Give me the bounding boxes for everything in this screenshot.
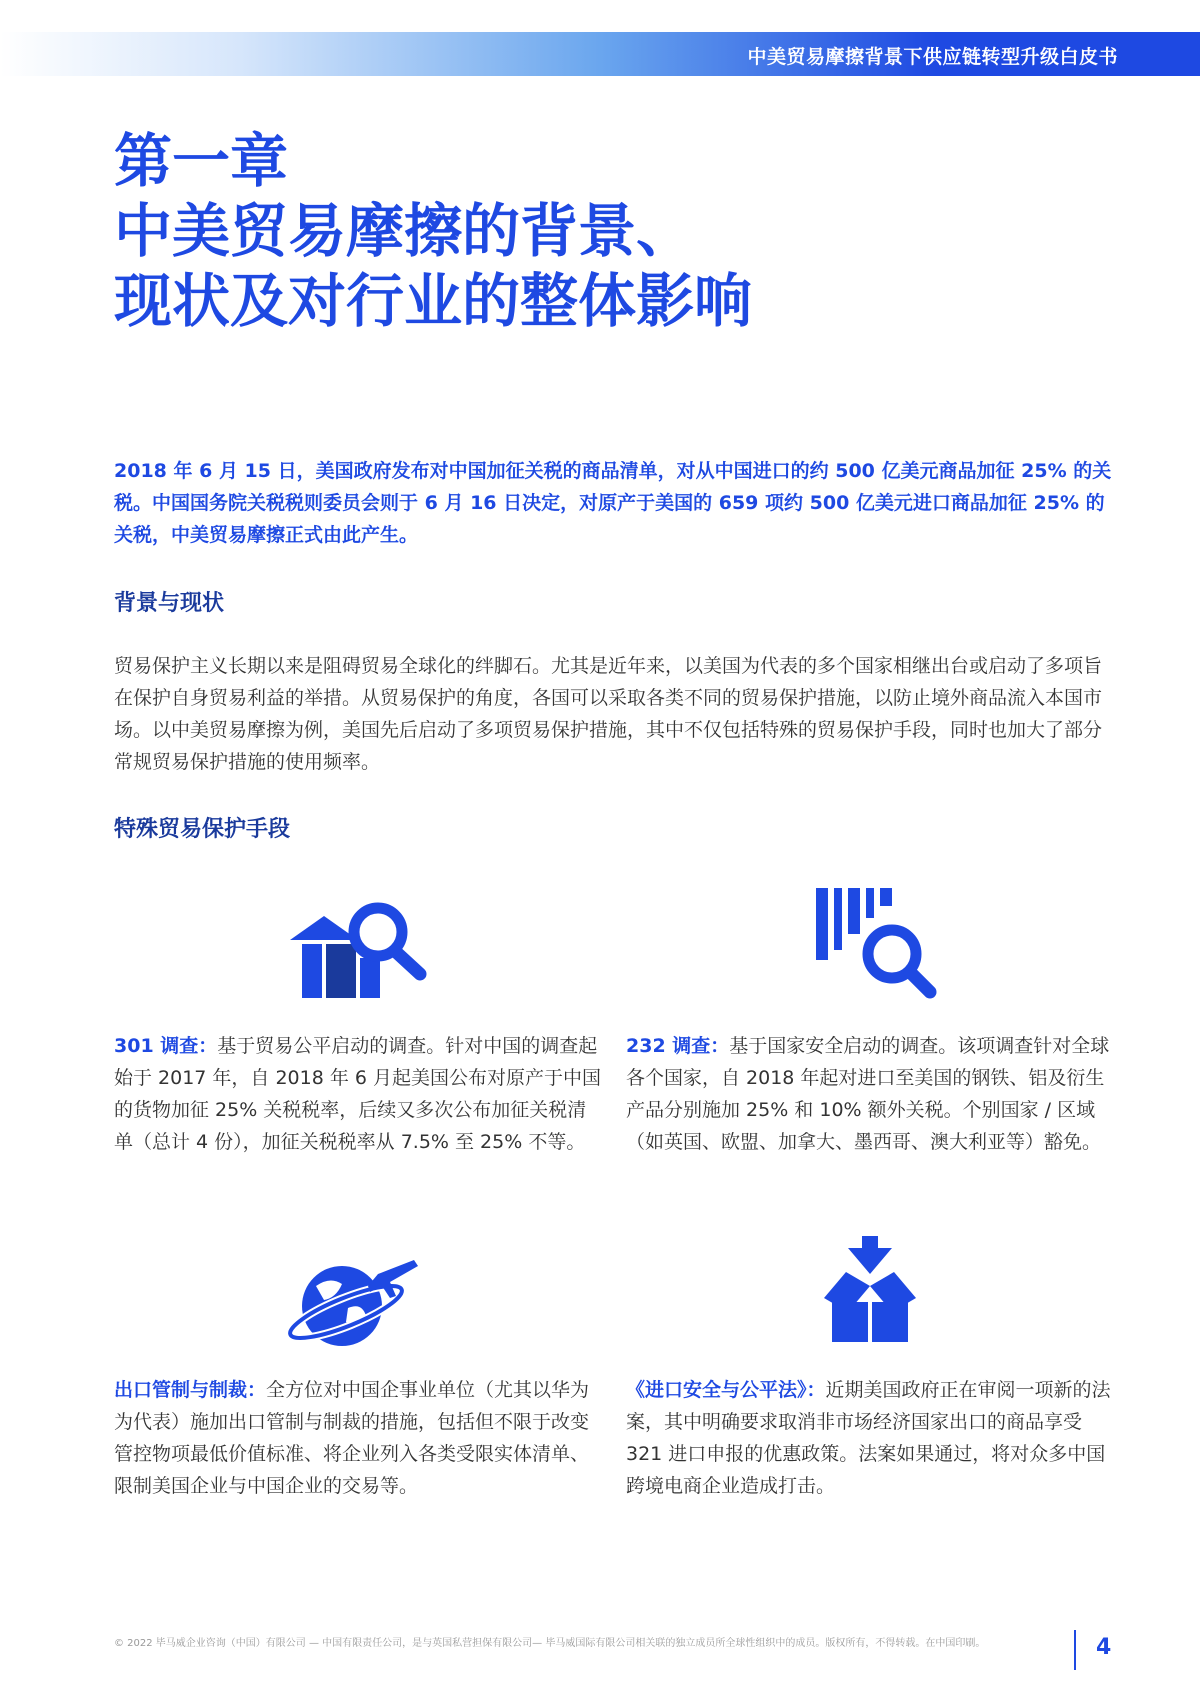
card-label: 《进口安全与公平法》： [626,1379,826,1401]
card-232-investigation [626,1030,1114,1158]
barcode-magnifier-icon [816,888,946,1008]
house-magnifier-icon [290,900,430,1000]
globe-airplane-icon [286,1252,422,1352]
card-export-control [114,1374,602,1502]
page-number: 4 [1096,1635,1112,1660]
footer-divider [1074,1630,1076,1670]
card-text: 基于国家安全启动的调查。该项调查针对全球各个国家，自 2018 年起对进口至美国的钢铁、铝及衍生产品分别施加 25% 和 10% 额外关税。个别国家 / 区域（如英国、欧盟、加拿大、墨西哥、澳大利亚等）豁免。 [626,1035,1110,1153]
header-banner [0,32,1200,76]
card-text: 近期美国政府正在审阅一项新的法案，其中明确要求取消非市场经济国家出口的商品享受 321 进口申报的优惠政策。法案如果通过，将对众多中国跨境电商企业造成打击。 [626,1379,1111,1497]
chapter-title [114,126,752,336]
background-heading: 背景与现状 [114,591,225,616]
card-301-investigation [114,1030,602,1158]
special-measures-heading: 特殊贸易保护手段 [114,817,291,842]
chapter-number: 第一章 [114,127,289,195]
report-title: 中美贸易摩擦背景下供应链转型升级白皮书 [747,46,1118,68]
card-import-security-act [626,1374,1114,1502]
package-arrow-icon [818,1236,922,1344]
card-text: 全方位对中国企事业单位（尤其以华为为代表）施加出口管制与制裁的措施，包括但不限于改变管控物项最低价值标准、将企业列入各类受限实体清单、限制美国企业与中国企业的交易等。 [114,1379,590,1497]
chapter-title-line-1: 中美贸易摩擦的背景、 [114,197,695,265]
card-label: 301 调查： [114,1035,218,1057]
background-paragraph: 贸易保护主义长期以来是阻碍贸易全球化的绊脚石。尤其是近年来，以美国为代表的多个国家相继出台或启动了多项旨在保护自身贸易利益的举措。从贸易保护的角度，各国可以采取各类不同的贸易保护措施，以防止境外商品流入本国市场。以中美贸易摩擦为例，美国先后启动了多项贸易保护措施，其中不仅包括特殊的贸易保护手段，同时也加大了部分常规贸易保护措施的使用频率。 [114,655,1103,773]
footer-legal-notice: © 2022 毕马威企业咨询（中国）有限公司 — 中国有限责任公司，是与英国私营担保有限公司— 毕马威国际有限公司相关联的独立成员所全球性组织中的成员。版权所有，不得转载。在中国印刷。 [114,1638,986,1649]
chapter-title-line-2: 现状及对行业的整体影响 [114,267,753,335]
intro-paragraph: 2018 年 6 月 15 日，美国政府发布对中国加征关税的商品清单，对从中国进口的约 500 亿美元商品加征 25% 的关税。中国国务院关税税则委员会则于 6 月 16 日决定，对原产于美国的 659 项约 500 亿美元进口商品加征 25% 的关税，中美贸易摩擦正式由此产生。 [114,460,1112,546]
card-text: 基于贸易公平启动的调查。针对中国的调查起始于 2017 年，自 2018 年 6 月起美国公布对原产于中国的货物加征 25% 关税税率，后续又多次公布加征关税清单（总计 4 份），加征关税税率从 7.5% 至 25% 不等。 [114,1035,602,1153]
card-label: 出口管制与制裁： [114,1379,267,1401]
card-label: 232 调查： [626,1035,730,1057]
